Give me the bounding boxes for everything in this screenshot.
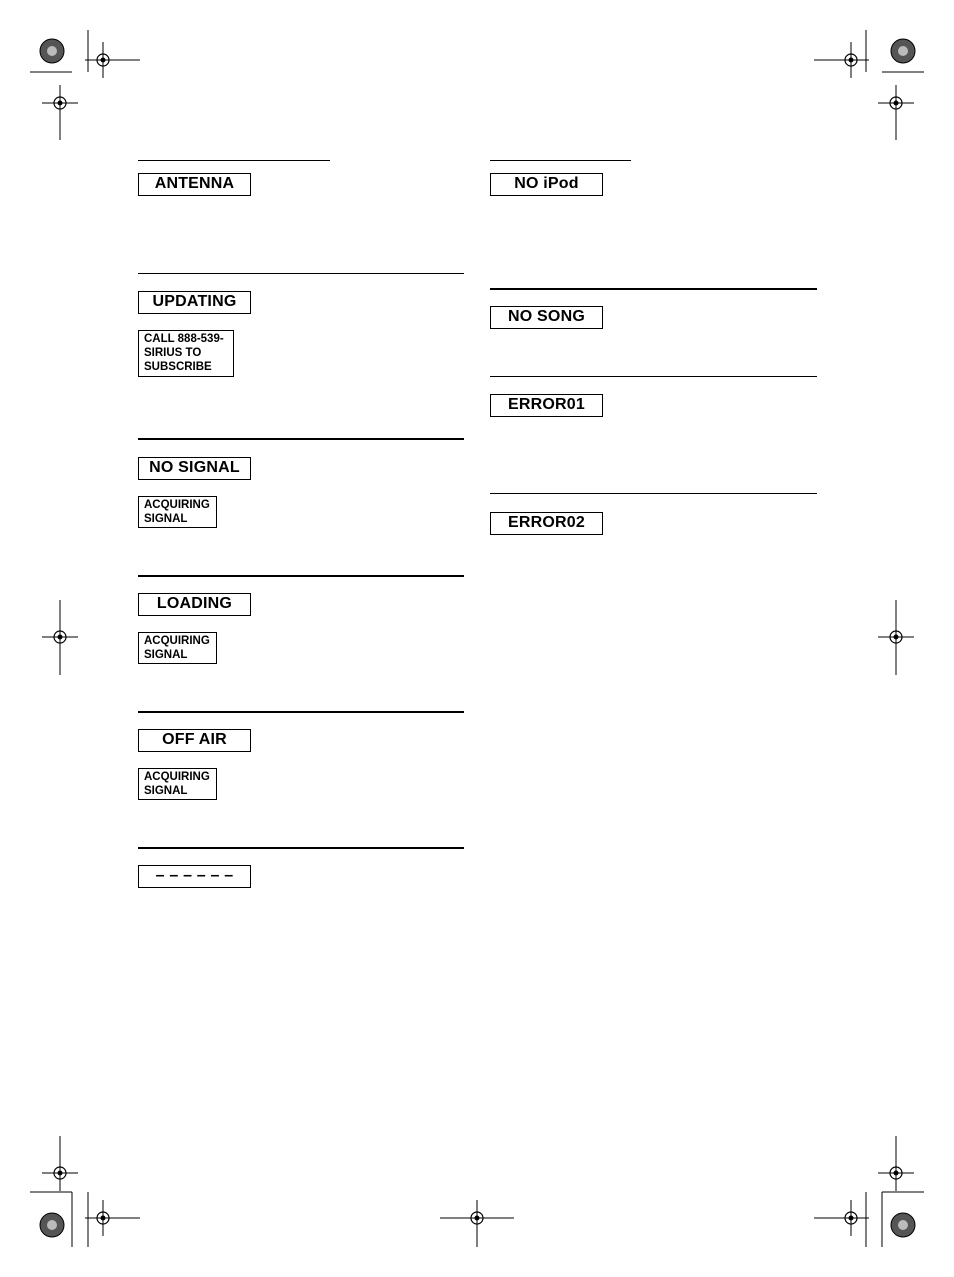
section-divider [490,493,817,494]
section-divider [138,711,464,713]
display-label-error01: ERROR01 [490,394,603,417]
display-label-no-ipod: NO iPod [490,173,603,196]
display-label-loading: LOADING [138,593,251,616]
display-label-antenna: ANTENNA [138,173,251,196]
rosette-icon [891,39,915,63]
rosette-icon [891,1213,915,1237]
display-label-error02: ERROR02 [490,512,603,535]
display-label-off-air: OFF AIR [138,729,251,752]
display-message-acquiring: ACQUIRING SIGNAL [138,632,217,664]
section-divider [138,438,464,440]
section-divider [490,288,817,290]
display-message-acquiring: ACQUIRING SIGNAL [138,496,217,528]
rosette-icon [40,1213,64,1237]
display-label-no-signal: NO SIGNAL [138,457,251,480]
section-divider [138,847,464,849]
section-divider [490,376,817,377]
section-divider [138,575,464,577]
display-message-subscribe: CALL 888-539- SIRIUS TO SUBSCRIBE [138,330,234,377]
display-label-dashes: – – – – – – [138,865,251,888]
display-message-acquiring: ACQUIRING SIGNAL [138,768,217,800]
section-divider [138,273,464,274]
display-label-updating: UPDATING [138,291,251,314]
display-label-no-song: NO SONG [490,306,603,329]
section-divider [138,160,330,161]
rosette-icon [40,39,64,63]
section-divider [490,160,631,161]
